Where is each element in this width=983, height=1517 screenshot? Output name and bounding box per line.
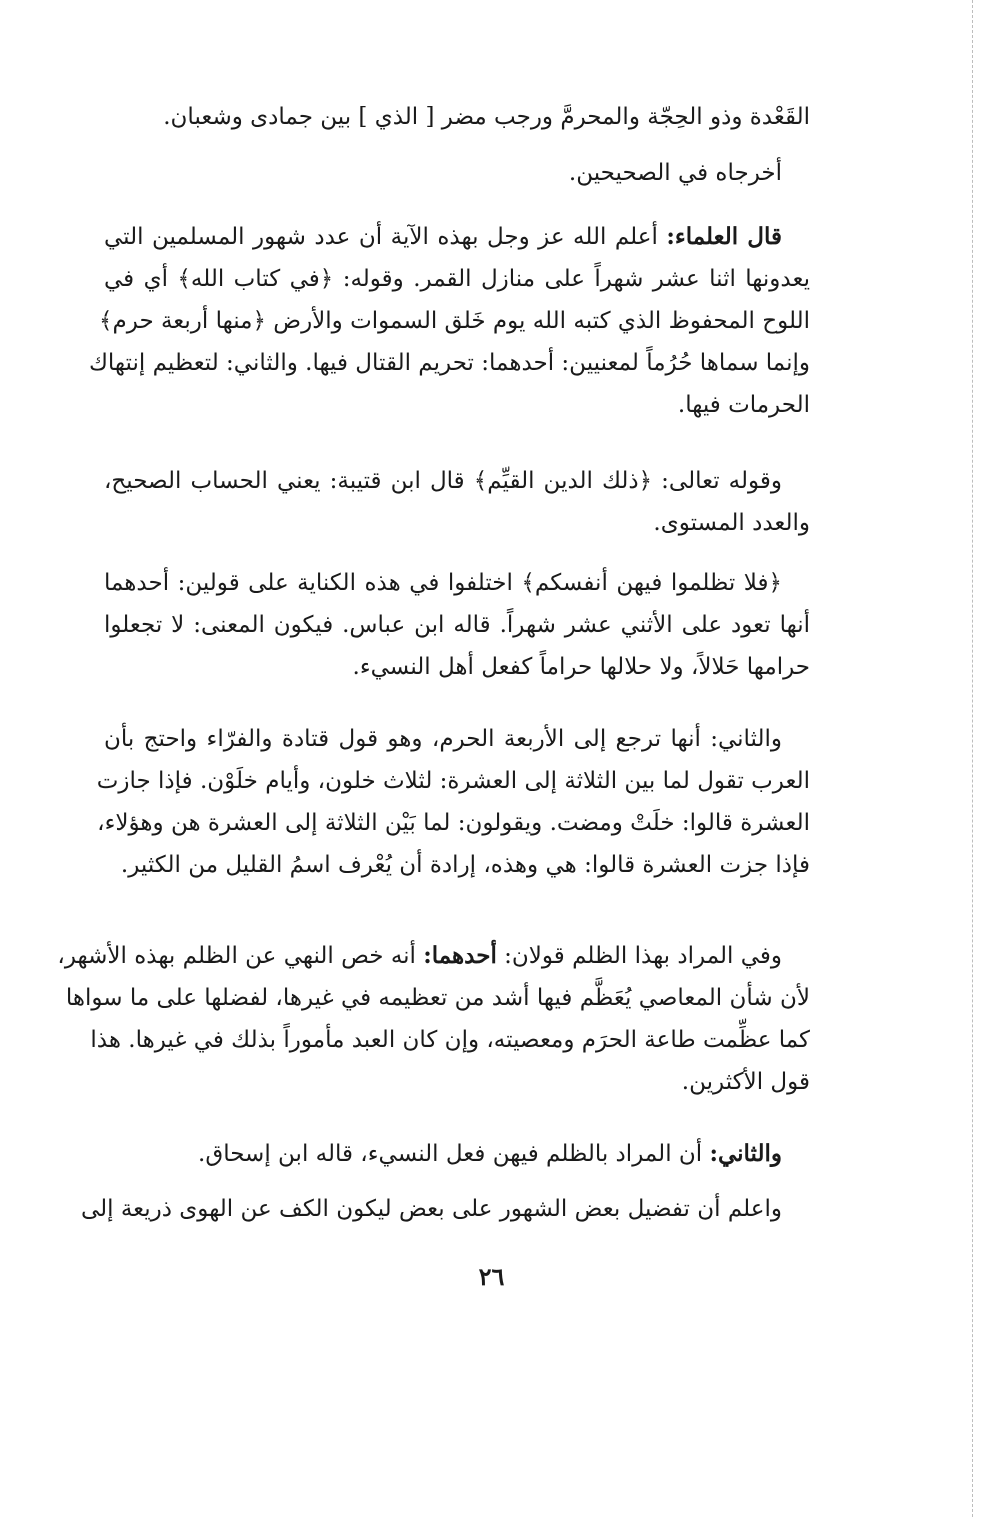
paragraph-4-line-2: والعدد المستوى. (653, 510, 810, 536)
paragraph-3-line-5: الحرمات فيها. (677, 392, 810, 418)
paragraph-5-line-1: ﴿فلا تظلموا فيهن أنفسكم﴾ اختلفوا في هذه الكناية على قولين: أحدهما (104, 570, 782, 596)
paragraph-7 (57, 935, 810, 1103)
paragraph-3-line-3: اللوح المحفوظ الذي كتبه الله يوم خَلق السموات والأرض ﴿منها أربعة حرم﴾ (99, 308, 810, 334)
paragraph-7-line-3: كما عظِّمت طاعة الحرَم ومعصيته، وإن كان العبد مأموراً بذلك في غيرها. هذا (90, 1027, 810, 1053)
paragraph-6 (96, 718, 810, 886)
paragraph-7-line-1-rest: أنه خص النهي عن الظلم بهذه الأشهر، (57, 943, 424, 969)
paragraph-8-lead: والثاني: (709, 1140, 782, 1167)
paragraph-7-line-4: قول الأكثرين. (681, 1069, 810, 1095)
paragraph-4 (104, 460, 810, 544)
paragraph-7-line-2: لأن شأن المعاصي يُعَظَّم فيها أشد من تعظيمه في غيرها، لفضلها على ما سواها (65, 985, 810, 1011)
paragraph-9-line-1: واعلم أن تفضيل بعض الشهور على بعض ليكون الكف عن الهوى ذريعة إلى (80, 1196, 782, 1222)
paragraph-7-line-1-start: وفي المراد بهذا الظلم قولان: (496, 943, 782, 969)
paragraph-6-line-1: والثاني: أنها ترجع إلى الأربعة الحرم، وهو قول قتادة والفرّاء واحتج بأن (104, 726, 782, 752)
paragraph-8-line-1 (104, 1133, 810, 1175)
paragraph-1-line-1: القَعْدة وذو الحِجّة والمحرمَّ ورجب مضر [ الذي ] بين جمادى وشعبان. (163, 104, 810, 130)
paragraph-7-inline-bold: أحدهما: (423, 942, 497, 969)
paragraph-5-line-2: أنها تعود على الأثني عشر شهراً. قاله ابن عباس. فيكون المعنى: لا تجعلوا (104, 612, 810, 638)
paragraph-2-line-1: أخرجاه في الصحيحين. (568, 160, 782, 186)
paragraph-3-lead: قال العلماء: (666, 223, 782, 250)
paragraph-3-line-2: يعدونها اثنا عشر شهراً على منازل القمر. وقوله: ﴿في كتاب الله﴾ أي في (104, 266, 810, 292)
paragraph-6-line-3: العشرة قالوا: خلَتْ ومضت. ويقولون: لما بَيْن الثلاثة إلى العشرة هن وهؤلاء، (97, 810, 810, 836)
paragraph-5-line-3: حرامها حَلالاً، ولا حلالها حراماً كفعل أهل النسيء. (352, 654, 810, 680)
paragraph-6-line-4: فإذا جزت العشرة قالوا: هي وهذه، إرادة أن يُعْرف اسمُ القليل من الكثير. (120, 852, 810, 878)
paragraph-3-line-1 (104, 216, 810, 258)
paragraph-1 (104, 96, 810, 138)
paragraph-7-line-1 (57, 935, 810, 977)
paragraph-3-line-1-text: أعلم الله عز وجل بهذه الآية أن عدد شهور المسلمين التي (104, 224, 667, 250)
paragraph-3 (88, 216, 810, 426)
page-number: ٢٦ (478, 1262, 505, 1291)
paragraph-4-line-1: وقوله تعالى: ﴿ذلك الدين القيِّم﴾ قال ابن قتيبة: يعني الحساب الصحيح، (104, 468, 782, 494)
paragraph-2 (104, 152, 810, 194)
paragraph-9 (80, 1188, 810, 1230)
paragraph-5 (104, 562, 810, 688)
paragraph-6-line-2: العرب تقول لما بين الثلاثة إلى العشرة: لثلاث خلون، وأيام خلَوْن. فإذا جازت (96, 768, 810, 794)
paragraph-8-line-1-text: أن المراد بالظلم فيهن فعل النسيء، قاله ابن إسحاق. (198, 1141, 710, 1167)
paragraph-3-line-4: وإنما سماها حُرُماً لمعنيين: أحدهما: تحريم القتال فيها. والثاني: لتعظيم إنتهاك (88, 350, 810, 376)
paragraph-8 (104, 1133, 810, 1175)
